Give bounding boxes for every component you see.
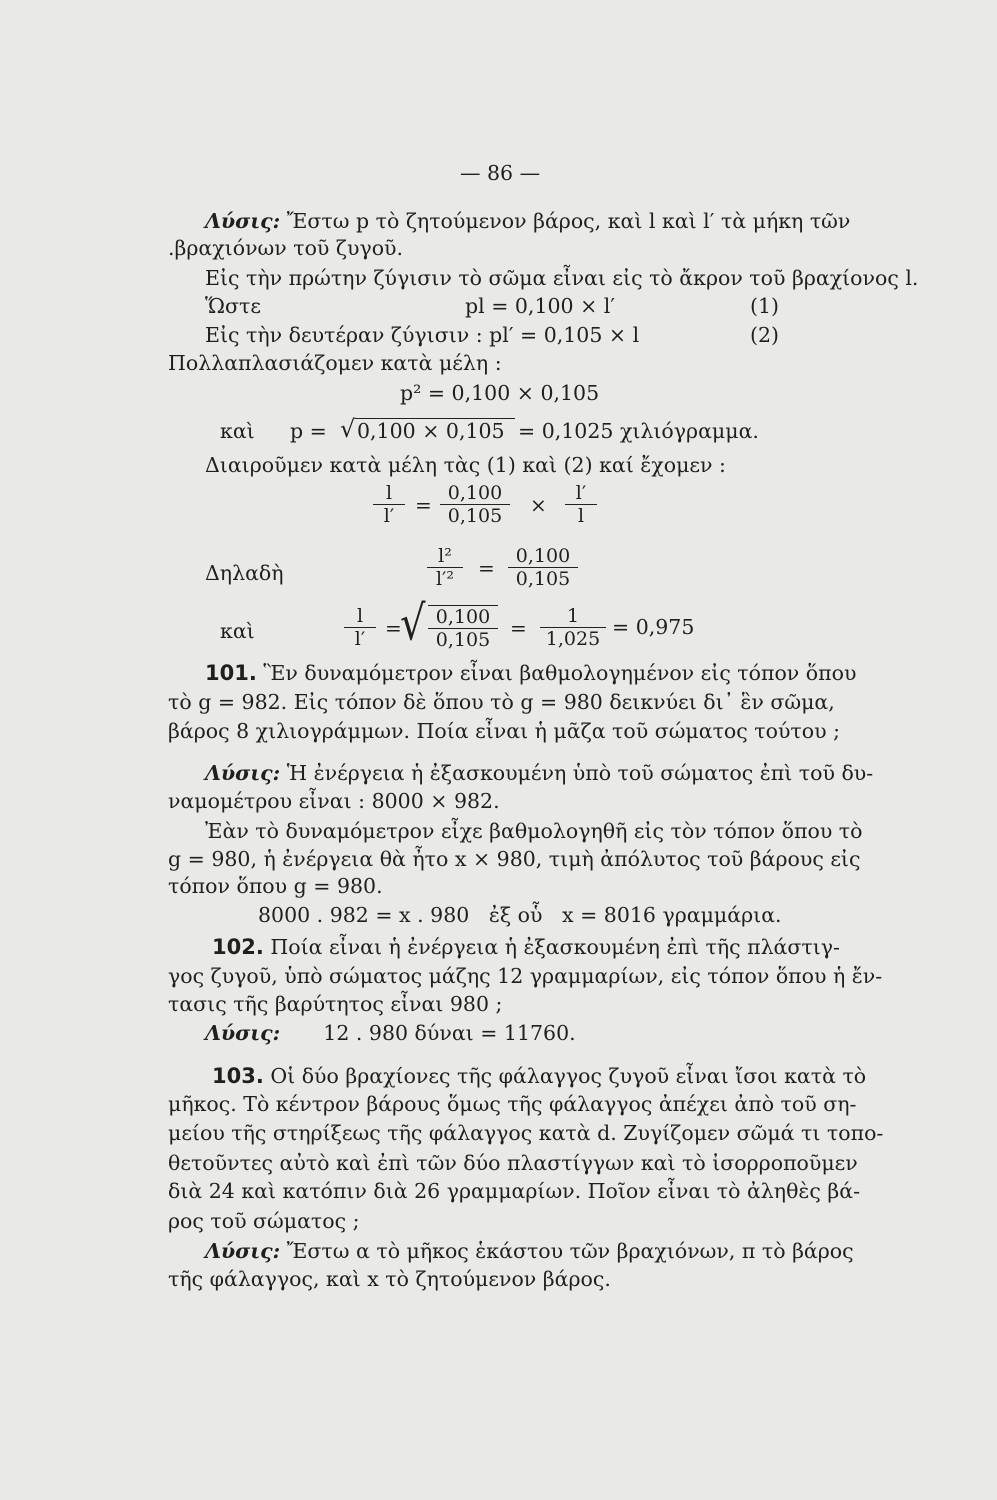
fraction [428, 605, 498, 651]
text-line: Ἔστω α τὸ μῆκος ἑκάστου τῶν βραχιόνων, π τὸ βάρος [286, 1239, 854, 1263]
text-line: βάρος 8 χιλιογράμμων. Ποία εἶναι ἡ μᾶζα τοῦ σώματος τούτου ; [168, 719, 840, 743]
problem-102-line [212, 934, 840, 960]
sqrt-icon: √ [400, 596, 426, 652]
solution-label: Λύσις: [205, 209, 281, 233]
equation-number: (1) [750, 294, 780, 318]
equals-sign: = [478, 556, 495, 580]
solution-line [205, 1020, 576, 1046]
text-line: Ἔστω p τὸ ζητούμενον βάρος, καὶ l καὶ l′ τὰ μήκη τῶν [286, 209, 851, 233]
numerator: l [344, 605, 376, 628]
equation: 8000 . 982 = x . 980 ἐξ οὗ x = 8016 γραμμάρια. [258, 903, 782, 927]
text-line: g = 980, ἡ ἐνέργεια θὰ ἦτο x × 980, τιμὴ ἀπόλυτος τοῦ βάρους εἰς [168, 847, 861, 871]
text-line: Ἐὰν τὸ δυναμόμετρον εἶχε βαθμολογηθῆ εἰς τὸν τόπον ὅπου τὸ [205, 819, 863, 843]
equation: 0,100 × 0,105 [357, 419, 505, 443]
denominator: l [577, 505, 585, 527]
problem-103-line [212, 1063, 866, 1089]
denominator: l′ [383, 505, 395, 527]
equation-result: = 0,975 [612, 615, 695, 639]
denominator: l′ [354, 628, 366, 650]
text-line: Εἰς τὴν πρώτην ζύγισιν τὸ σῶμα εἶναι εἰς τὸ ἄκρον τοῦ βραχίονος l. [205, 266, 919, 290]
text-line: τόπον ὅπου g = 980. [168, 874, 383, 898]
text-line: ναμομέτρου εἶναι : 8000 × 982. [168, 789, 500, 813]
text-line: Διαιροῦμεν κατὰ μέλη τὰς (1) καὶ (2) καί ἔχομεν : [205, 453, 726, 477]
numerator: 0,100 [508, 545, 578, 568]
problem-101-line [205, 660, 856, 686]
text-line: τὸ g = 982. Εἰς τόπον δὲ ὅπου τὸ g = 980 δεικνύει δι᾽ ἓν σῶμα, [168, 690, 835, 714]
numerator: 0,100 [428, 605, 498, 629]
solution-line [205, 208, 850, 234]
equals-sign: = [415, 493, 432, 517]
text-line: μείου τῆς στηρίξεως τῆς φάλαγγος κατὰ d. Ζυγίζομεν σῶμά τι τοπο- [168, 1121, 884, 1145]
text-line: μῆκος. Τὸ κέντρον βάρους ὅμως τῆς φάλαγγος ἀπέχει ἀπὸ τοῦ ση- [168, 1092, 857, 1116]
numerator: l² [427, 545, 463, 568]
numerator: 1 [540, 605, 606, 628]
text-line: Οἱ δύο βραχίονες τῆς φάλαγγος ζυγοῦ εἶναι ἴσοι κατὰ τὸ [270, 1064, 867, 1088]
fraction [508, 545, 578, 590]
fraction [427, 545, 463, 590]
numerator: 0,100 [440, 482, 510, 505]
text-line: Ἡ ἐνέργεια ἡ ἐξασκουμένη ὑπὸ τοῦ σώματος ἐπὶ τοῦ δυ- [286, 761, 874, 785]
text-line: Ποία εἶναι ἡ ἐνέργεια ἡ ἐξασκουμένη ἐπὶ τῆς πλάστιγ- [270, 935, 840, 959]
denominator: 0,105 [435, 629, 491, 651]
text-line: θετοῦντες αὐτὸ καὶ ἐπὶ τῶν δύο πλαστίγγων καὶ τὸ ἰσορροποῦμεν [168, 1151, 858, 1175]
text-line: διὰ 24 καὶ κατόπιν διὰ 26 γραμμαρίων. Ποῖον εἶναι τὸ ἀληθὲς βά- [168, 1179, 861, 1203]
denominator: l′² [435, 568, 454, 590]
equals-sign: = [385, 616, 402, 640]
text-line: Ὥστε [205, 294, 261, 318]
text-line: Ἓν δυναμόμετρον εἶναι βαθμολογημένον εἰς τόπον ὅπου [263, 661, 857, 685]
fraction [540, 605, 606, 650]
solution-line [205, 760, 873, 786]
text-line: ρος τοῦ σώματος ; [168, 1209, 360, 1233]
denominator: 0,105 [515, 568, 571, 590]
page-number: — 86 — [460, 161, 541, 185]
solution-label: Λύσις: [205, 1239, 281, 1263]
equation: = 0,1025 χιλιόγραμμα. [518, 419, 759, 443]
equals-sign: = [510, 616, 527, 640]
equation: p² = 0,100 × 0,105 [400, 381, 600, 405]
problem-number: 101. [205, 661, 257, 685]
denominator: 1,025 [545, 628, 601, 650]
equation: pl = 0,100 × l′ [465, 294, 615, 318]
fraction [373, 482, 405, 527]
text-line: καὶ [220, 619, 255, 643]
text-line: γος ζυγοῦ, ὑπὸ σώματος μάζης 12 γραμμαρίων, εἰς τόπον ὅπου ἡ ἔν- [168, 964, 883, 988]
problem-number: 103. [212, 1064, 264, 1088]
numerator: l [373, 482, 405, 505]
solution-line [205, 1238, 854, 1264]
fraction [344, 605, 376, 650]
equation: p = [290, 419, 327, 443]
fraction [565, 482, 597, 527]
equation: Εἰς τὴν δευτέραν ζύγισιν : pl′ = 0,105 × l [205, 323, 640, 347]
text-line: 12 . 980 δύναι = 11760. [323, 1021, 576, 1045]
problem-number: 102. [212, 935, 264, 959]
fraction [440, 482, 510, 527]
text-line: τῆς φάλαγγος, καὶ x τὸ ζητούμενον βάρος. [168, 1267, 611, 1291]
equation-number: (2) [750, 323, 780, 347]
numerator: l′ [565, 482, 597, 505]
text-line: Πολλαπλασιάζομεν κατὰ μέλη : [168, 351, 502, 375]
times-sign: × [530, 493, 547, 517]
text-line: τασις τῆς βαρύτητος εἶναι 980 ; [168, 992, 503, 1016]
text-line: καὶ [220, 419, 255, 443]
text-line: Δηλαδὴ [205, 561, 284, 585]
sqrt-icon: √ [340, 415, 356, 443]
text-line: .βραχιόνων τοῦ ζυγοῦ. [168, 236, 404, 260]
solution-label: Λύσις: [205, 761, 281, 785]
denominator: 0,105 [447, 505, 503, 527]
solution-label: Λύσις: [205, 1021, 281, 1045]
